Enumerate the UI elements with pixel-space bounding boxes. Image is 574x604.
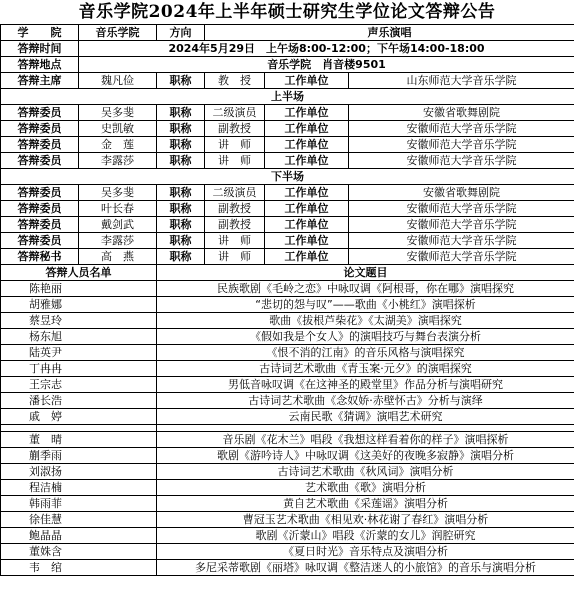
student-name: 丁冉冉 (1, 361, 157, 377)
member-unit: 安徽师范大学音乐学院 (349, 153, 574, 169)
member-unit-label: 工作单位 (265, 217, 349, 233)
committee-member-row (1, 249, 574, 265)
chair-unit-label: 工作单位 (265, 73, 349, 89)
committee-member-row (1, 137, 574, 153)
member-name: 史凯敏 (79, 121, 157, 137)
thesis-row (1, 345, 574, 361)
member-unit: 安徽师范大学音乐学院 (349, 249, 574, 265)
morning-heading-row (1, 89, 574, 105)
student-name: 陆英尹 (1, 345, 157, 361)
student-name: 王宗志 (1, 377, 157, 393)
student-name: 程洁楠 (1, 480, 157, 496)
thesis-topic: 民族歌剧《毛岭之恋》中咏叹调《阿根哥，你在哪》演唱探究 (157, 281, 574, 297)
thesis-topic: 《夏日时光》音乐特点及演唱分析 (157, 544, 574, 560)
member-title: 副教授 (205, 121, 265, 137)
committee-member-row (1, 185, 574, 201)
thesis-row (1, 313, 574, 329)
member-title-label: 职称 (157, 121, 205, 137)
thesis-topic: 音乐剧《花木兰》唱段《我想这样看着你的样子》演唱探析 (157, 432, 574, 448)
member-title: 讲 师 (205, 249, 265, 265)
morning-heading: 上半场 (1, 89, 574, 105)
member-name: 叶长春 (79, 201, 157, 217)
student-name: 潘长浩 (1, 393, 157, 409)
committee-member-row (1, 233, 574, 249)
place-value: 音乐学院 肖音楼9501 (79, 57, 574, 73)
member-unit-label: 工作单位 (265, 249, 349, 265)
college-value: 音乐学院 (79, 25, 157, 41)
student-name: 杨东旭 (1, 329, 157, 345)
table-spacer-row (1, 425, 574, 432)
member-unit-label: 工作单位 (265, 121, 349, 137)
student-name: 韩雨菲 (1, 496, 157, 512)
place-row (1, 57, 574, 73)
committee-member-row (1, 105, 574, 121)
thesis-row (1, 464, 574, 480)
member-name: 吴多斐 (79, 105, 157, 121)
thesis-topic: “悲切的怨与叹”——歌曲《小桃红》演唱探析 (157, 297, 574, 313)
member-title-label: 职称 (157, 201, 205, 217)
thesis-topic: 云南民歌《猜调》演唱艺术研究 (157, 409, 574, 425)
member-unit-label: 工作单位 (265, 137, 349, 153)
thesis-row (1, 544, 574, 560)
committee-member-row (1, 121, 574, 137)
student-name: 蔡昱玲 (1, 313, 157, 329)
thesis-row (1, 281, 574, 297)
thesis-row (1, 432, 574, 448)
thesis-row (1, 361, 574, 377)
place-label: 答辩地点 (1, 57, 79, 73)
thesis-row (1, 377, 574, 393)
committee-member-row (1, 201, 574, 217)
member-unit: 安徽省歌舞剧院 (349, 185, 574, 201)
member-name: 李露莎 (79, 233, 157, 249)
member-role: 答辩委员 (1, 185, 79, 201)
time-label: 答辩时间 (1, 41, 79, 57)
student-name: 董姝含 (1, 544, 157, 560)
member-name: 金 莲 (79, 137, 157, 153)
chair-row (1, 73, 574, 89)
thesis-topic: 艺术歌曲《歌》演唱分析 (157, 480, 574, 496)
student-name: 胡雅娜 (1, 297, 157, 313)
member-role: 答辩委员 (1, 233, 79, 249)
member-role: 答辩委员 (1, 201, 79, 217)
thesis-topic: 古诗词艺术歌曲《念奴娇·赤壁怀古》分析与演绎 (157, 393, 574, 409)
member-role: 答辩委员 (1, 153, 79, 169)
member-unit: 安徽师范大学音乐学院 (349, 137, 574, 153)
thesis-topic: 多尼采蒂歌剧《丽塔》咏叹调《整洁迷人的小旅馆》的音乐与演唱分析 (157, 560, 574, 576)
member-title-label: 职称 (157, 249, 205, 265)
chair-title: 教 授 (205, 73, 265, 89)
member-unit-label: 工作单位 (265, 201, 349, 217)
student-name: 陈艳丽 (1, 281, 157, 297)
direction-value: 声乐演唱 (205, 25, 574, 41)
thesis-topic: 《假如我是个女人》的演唱技巧与舞台表演分析 (157, 329, 574, 345)
thesis-row (1, 448, 574, 464)
thesis-topic-header: 论文题目 (157, 265, 574, 281)
chair-name: 魏凡俭 (79, 73, 157, 89)
member-unit: 安徽师范大学音乐学院 (349, 121, 574, 137)
time-row (1, 41, 574, 57)
thesis-name-header: 答辩人员名单 (1, 265, 157, 281)
member-title-label: 职称 (157, 153, 205, 169)
member-unit-label: 工作单位 (265, 233, 349, 249)
member-title-label: 职称 (157, 137, 205, 153)
member-title: 讲 师 (205, 153, 265, 169)
member-unit-label: 工作单位 (265, 153, 349, 169)
thesis-row (1, 393, 574, 409)
member-title-label: 职称 (157, 185, 205, 201)
thesis-topic: 古诗词艺术歌曲《秋风词》演唱分析 (157, 464, 574, 480)
member-title: 讲 师 (205, 137, 265, 153)
thesis-topic: 歌剧《游吟诗人》中咏叹调《这美好的夜晚多寂静》演唱分析 (157, 448, 574, 464)
member-role: 答辩秘书 (1, 249, 79, 265)
chair-unit: 山东师范大学音乐学院 (349, 73, 574, 89)
thesis-topic: 《恨不消的江南》的音乐风格与演唱探究 (157, 345, 574, 361)
member-title: 副教授 (205, 201, 265, 217)
member-unit: 安徽师范大学音乐学院 (349, 233, 574, 249)
thesis-topic: 歌曲《拔根芦柴花》《太湖美》演唱探究 (157, 313, 574, 329)
thesis-topic: 歌剧《沂蒙山》唱段《沂蒙的女儿》润腔研究 (157, 528, 574, 544)
afternoon-heading: 下半场 (1, 169, 574, 185)
student-name: 董 晴 (1, 432, 157, 448)
member-name: 戴剑武 (79, 217, 157, 233)
student-name: 刘淑扬 (1, 464, 157, 480)
student-name: 鲍晶晶 (1, 528, 157, 544)
member-title: 二级演员 (205, 185, 265, 201)
member-unit-label: 工作单位 (265, 185, 349, 201)
thesis-topic: 黄自艺术歌曲《采莲谣》演唱分析 (157, 496, 574, 512)
chair-title-label: 职称 (157, 73, 205, 89)
committee-member-row (1, 153, 574, 169)
student-name: 徐佳慧 (1, 512, 157, 528)
time-value: 2024年5月29日 上午场8:00-12:00；下午场14:00-18:00 (79, 41, 574, 57)
announcement-table (0, 24, 574, 576)
thesis-row (1, 329, 574, 345)
thesis-topic: 曹冠玉艺术歌曲《相见欢·林花谢了春红》演唱分析 (157, 512, 574, 528)
member-unit-label: 工作单位 (265, 105, 349, 121)
member-name: 高 燕 (79, 249, 157, 265)
college-label: 学 院 (1, 25, 79, 41)
thesis-row (1, 496, 574, 512)
member-role: 答辩委员 (1, 217, 79, 233)
member-title-label: 职称 (157, 217, 205, 233)
student-name: 蒯季雨 (1, 448, 157, 464)
direction-label: 方向 (157, 25, 205, 41)
thesis-topic: 古诗词艺术歌曲《青玉案·元夕》的演唱探究 (157, 361, 574, 377)
document-title: 音乐学院2024年上半年硕士研究生学位论文答辩公告 (78, 2, 496, 22)
member-unit: 安徽师范大学音乐学院 (349, 217, 574, 233)
member-title-label: 职称 (157, 105, 205, 121)
student-name: 韦 绾 (1, 560, 157, 576)
thesis-row (1, 297, 574, 313)
afternoon-heading-row (1, 169, 574, 185)
thesis-row (1, 512, 574, 528)
member-name: 吴多斐 (79, 185, 157, 201)
thesis-row (1, 480, 574, 496)
thesis-topic: 男低音咏叹调《在这神圣的殿堂里》作品分析与演唱研究 (157, 377, 574, 393)
member-role: 答辩委员 (1, 137, 79, 153)
chair-role: 答辩主席 (1, 73, 79, 89)
member-title: 副教授 (205, 217, 265, 233)
member-role: 答辩委员 (1, 121, 79, 137)
thesis-header-row (1, 265, 574, 281)
committee-member-row (1, 217, 574, 233)
member-name: 李露莎 (79, 153, 157, 169)
member-title: 讲 师 (205, 233, 265, 249)
member-role: 答辩委员 (1, 105, 79, 121)
header-row (1, 25, 574, 41)
member-title-label: 职称 (157, 233, 205, 249)
member-unit: 安徽省歌舞剧院 (349, 105, 574, 121)
thesis-row (1, 409, 574, 425)
thesis-row (1, 528, 574, 544)
member-unit: 安徽师范大学音乐学院 (349, 201, 574, 217)
student-name: 戚 婷 (1, 409, 157, 425)
member-title: 二级演员 (205, 105, 265, 121)
thesis-row (1, 560, 574, 576)
